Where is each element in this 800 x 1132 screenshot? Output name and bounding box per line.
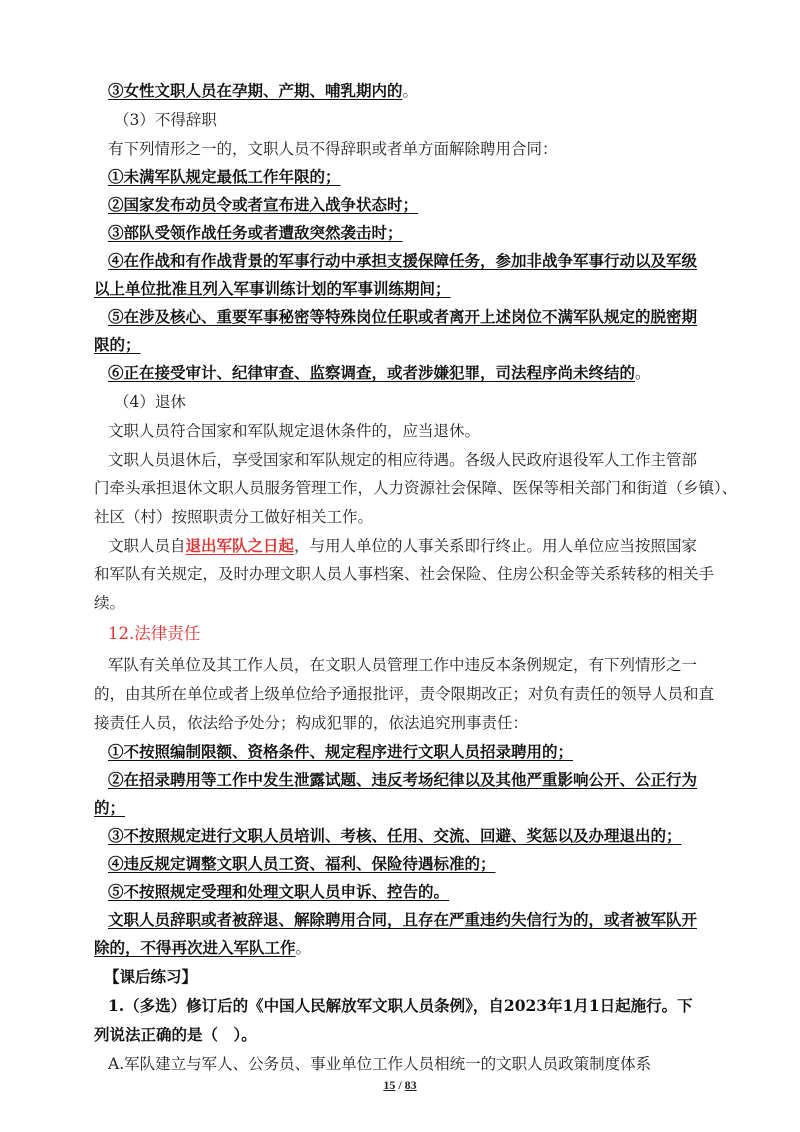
list-item: ④在作战和有作战背景的军事行动中承担支援保障任务，参加非战争军事行动以及军级 xyxy=(108,251,698,270)
paragraph-line: 有下列情形之一的，文职人员不得辞职或者单方面解除聘用合同： xyxy=(108,140,558,158)
current-page: 15 xyxy=(383,1078,396,1092)
highlighted-phrase: 退出军队之日起 xyxy=(185,536,295,555)
text-segment: 文职人员自 xyxy=(108,537,186,555)
total-pages: 83 xyxy=(404,1078,417,1092)
punctuation: 。 xyxy=(402,82,419,100)
subsection-heading: （4）退休 xyxy=(114,393,186,411)
paragraph-line: 军队有关单位及其工作人员，在文职人员管理工作中违反本条例规定，有下列情形之一 xyxy=(108,656,698,674)
paragraph-line: 文职人员符合国家和军队规定退休条件的，应当退休。 xyxy=(108,422,481,440)
subsection-heading: （3）不得辞职 xyxy=(114,111,217,129)
paragraph-line: 门牵头承担退休文职人员服务管理工作，人力资源社会保障、医保等相关部门和街道（乡镇）、 xyxy=(94,479,738,497)
list-item: ①未满军队规定最低工作年限的； xyxy=(108,167,341,186)
paragraph-line: 续。 xyxy=(94,594,126,612)
paragraph-line xyxy=(108,81,728,101)
underlined-text: ⑥正在接受审计、纪律审查、监察调查，或者涉嫌犯罪，司法程序尚未终结的 xyxy=(108,363,636,382)
punctuation: 。 xyxy=(295,939,312,957)
list-item-continued: 的； xyxy=(94,798,126,817)
paragraph-line: 和军队有关规定，及时办理文职人员人事档案、社会保险、住房公积金等关系转移的相关手 xyxy=(94,565,715,583)
underlined-text: 除的，不得再次进入军队工作 xyxy=(94,938,296,957)
exercise-heading: 【课后练习】 xyxy=(104,967,198,986)
underlined-text: ③女性文职人员在孕期、产期、哺乳期内的 xyxy=(108,81,403,100)
list-item: ⑤在涉及核心、重要军事秘密等特殊岗位任职或者离开上述岗位不满军队规定的脱密期 xyxy=(108,307,698,326)
list-item-continued: 限的； xyxy=(94,335,141,354)
question-line: 1.（多选）修订后的《中国人民解放军文职人员条例》，自2023年1月1日起施行。下 xyxy=(108,996,693,1015)
list-item: ②在招录聘用等工作中发生泄露试题、违反考场纪律以及其他严重影响公开、公正行为 xyxy=(108,770,698,789)
page-number xyxy=(0,1078,800,1093)
list-item: ③不按照规定进行文职人员培训、考核、任用、交流、回避、奖惩以及办理退出的； xyxy=(108,826,682,845)
question-line: 列说法正确的是（ ）。 xyxy=(94,1025,257,1044)
list-item-continued: 以上单位批准且列入军事训练计划的军事训练期间； xyxy=(94,279,451,298)
list-item: ③部队受领作战任务或者遭敌突然袭击时； xyxy=(108,223,403,242)
paragraph-line: 的，由其所在单位或者上级单位给予通报批评，责令限期改正；对负有责任的领导人员和直 xyxy=(94,685,715,703)
text-segment: ，与用人单位的人事关系即行终止。用人单位应当按照国家 xyxy=(294,537,698,555)
paragraph-line xyxy=(94,938,714,958)
page-separator: / xyxy=(395,1078,405,1092)
paragraph-line: 文职人员退休后，享受国家和军队规定的相应待遇。各级人民政府退役军人工作主管部 xyxy=(108,451,698,469)
answer-option: A.军队建立与军人、公务员、事业单位工作人员相统一的文职人员政策制度体系 xyxy=(108,1055,652,1073)
section-heading: 12.法律责任 xyxy=(108,624,201,643)
list-item: ⑤不按照规定受理和处理文职人员申诉、控告的。 xyxy=(108,882,450,901)
list-item: ②国家发布动员令或者宣布进入战争状态时； xyxy=(108,195,419,214)
list-item: ④违反规定调整文职人员工资、福利、保险待遇标准的； xyxy=(108,854,496,873)
list-item xyxy=(108,363,728,383)
list-item: ①不按照编制限额、资格条件、规定程序进行文职人员招录聘用的； xyxy=(108,742,574,761)
paragraph-line: 社区（村）按照职责分工做好相关工作。 xyxy=(94,508,374,526)
paragraph-line: 接责任人员，依法给予处分；构成犯罪的，依法追究刑事责任： xyxy=(94,714,529,732)
punctuation: 。 xyxy=(635,364,651,382)
paragraph-line xyxy=(108,536,728,556)
paragraph-line: 文职人员辞职或者被辞退、解除聘用合同，且存在严重违约失信行为的，或者被军队开 xyxy=(108,910,698,929)
